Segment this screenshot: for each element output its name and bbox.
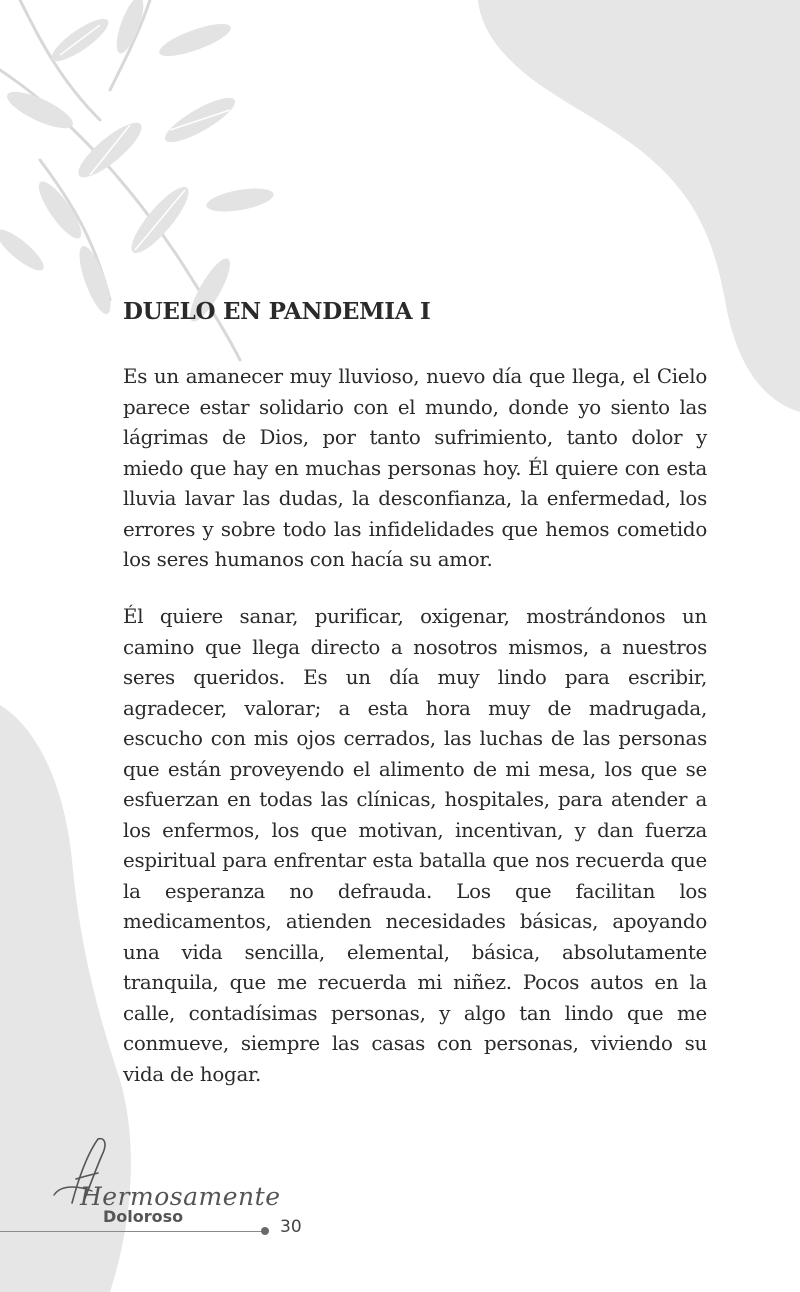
brand-subtitle: Doloroso	[103, 1207, 184, 1226]
brand-script-text: Hermosamente	[80, 1182, 281, 1211]
page-number: 30	[280, 1217, 302, 1237]
paragraph-1: Es un amanecer muy lluvioso, nuevo día que llega, el Cielo parece estar solidario con el mundo, donde yo siento las lágrimas de Dios, por tanto sufrimiento, tanto dolor y miedo que hay en muchas personas hoy. Él quiere con esta lluvia lavar las dudas, la desconfianza, la enfermedad, los errores y sobre todo las infidelidades que hemos cometido los seres humanos con hacía su amor.	[123, 365, 707, 571]
brand-script-logo	[52, 1133, 281, 1213]
footer-divider	[0, 1231, 263, 1232]
top-right-blob	[478, 0, 800, 412]
page-title: DUELO EN PANDEMIA I	[123, 298, 431, 325]
footer-dot	[261, 1227, 269, 1235]
leaf-veins	[60, 25, 230, 250]
paragraph-2: Él quiere sanar, purificar, oxigenar, mostrándonos un camino que llega directo a nosotros mismos, a nuestros seres queridos. Es un día muy lindo para escribir, agradecer, valorar; a esta hora muy de madrugada, escucho con mis ojos cerrados, las luchas de las personas que están proveyendo el alimento de mi mesa, los que se esfuerzan en todas las clínicas, hospitales, para atender a los enfermos, los que motivan, incentivan, y dan fuerza espiritual para enfrentar esta batalla que nos recuerda que la esperanza no defrauda. Los que facilitan los medicamentos, atienden necesidades básicas, apoyando una vida sencilla, elemental, básica, absolutamente tranquila, que me recuerda mi niñez. Pocos autos en la calle, contadísimas personas, y algo tan lindo que me conmueve, siempre las casas con personas, viviendo su vida de hogar.	[123, 605, 707, 1086]
